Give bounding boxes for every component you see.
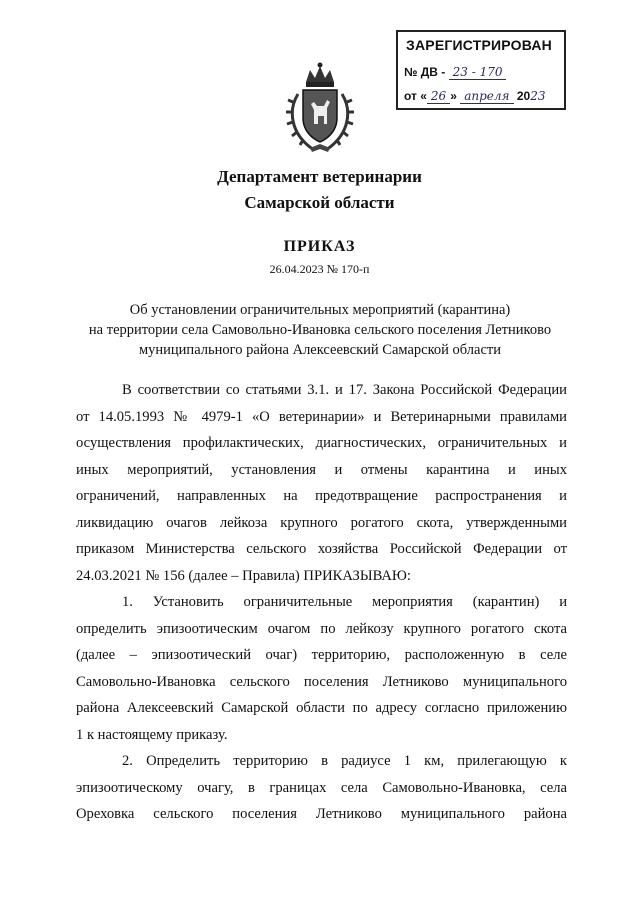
text-line: осуществления профилактических, диагностических, ограничительных и	[76, 435, 567, 451]
text-line: 1. Установить ограничительные мероприятия (карантин) и	[122, 594, 567, 610]
stamp-number-value: 23 - 170	[449, 65, 507, 80]
order-item-2	[76, 748, 567, 828]
text-line: 1 к настоящему приказу.	[76, 726, 228, 743]
stamp-date-month: апреля	[460, 89, 513, 104]
subject-line: Об установлении ограничительных мероприятий (карантина)	[129, 302, 511, 318]
text-line: (далее – эпизоотический очаг) территорию, расположенную в селе	[76, 647, 567, 663]
samara-coat-of-arms-icon	[284, 60, 356, 156]
stamp-date-day: 26	[427, 89, 450, 104]
text-line: 24.03.2021 № 156 (далее – Правила) ПРИКАЗЫВАЮ:	[76, 567, 411, 584]
order-item-1	[76, 589, 567, 748]
text-line: ликвидацию очагов лейкоза крупного рогатого скота, утвержденными	[76, 514, 567, 531]
stamp-date-sep: »	[450, 89, 457, 103]
text-line: ограничений, направленных на предотвращение распространения и	[76, 488, 567, 504]
text-line: определить эпизоотическим очагом по лейкозу крупного рогатого скота	[76, 620, 567, 637]
subject-line: муниципального района Алексеевский Самарской области	[138, 342, 502, 358]
department-name-line1: Департамент ветеринарии	[217, 167, 422, 186]
stamp-date-row	[404, 89, 545, 103]
text-line: эпизоотическому очагу, в границах села Самовольно-Ивановка, села	[76, 779, 567, 796]
text-line: иных мероприятий, установления и отмены карантина и иных	[76, 461, 567, 478]
registration-stamp	[396, 30, 566, 110]
department-name-line2: Самарской области	[244, 193, 395, 212]
text-line: приказом Министерства сельского хозяйства Российской Федерации от	[76, 541, 567, 557]
stamp-number-label: № ДВ -	[404, 65, 446, 79]
text-line: от 14.05.1993 № 4979-1 «О ветеринарии» и Ветеринарными правилами	[76, 408, 567, 425]
text-line: Ореховка сельского поселения Летниково муниципального района	[76, 806, 567, 822]
stamp-year-suffix: 23	[530, 89, 546, 103]
text-line: района Алексеевский Самарской области по адресу согласно приложению	[76, 700, 567, 716]
order-title: ПРИКАЗ	[283, 238, 356, 255]
text-line: В соответствии со статьями 3.1. и 17. Закона Российской Федерации	[122, 382, 567, 398]
stamp-year-prefix: 20	[516, 89, 531, 103]
order-subject	[70, 300, 570, 360]
text-line: 2. Определить территорию в радиусе 1 км, прилегающую к	[122, 753, 567, 769]
preamble-paragraph	[76, 377, 567, 589]
stamp-number-row	[404, 65, 506, 79]
text-line: Самовольно-Ивановка сельского поселения Летниково муниципального	[76, 673, 567, 690]
stamp-date-prefix: от «	[404, 89, 427, 103]
stamp-title: ЗАРЕГИСТРИРОВАН	[406, 37, 552, 53]
order-number: 26.04.2023 № 170-п	[269, 262, 370, 276]
subject-line: на территории села Самовольно-Ивановка сельского поселения Летниково	[88, 322, 552, 338]
